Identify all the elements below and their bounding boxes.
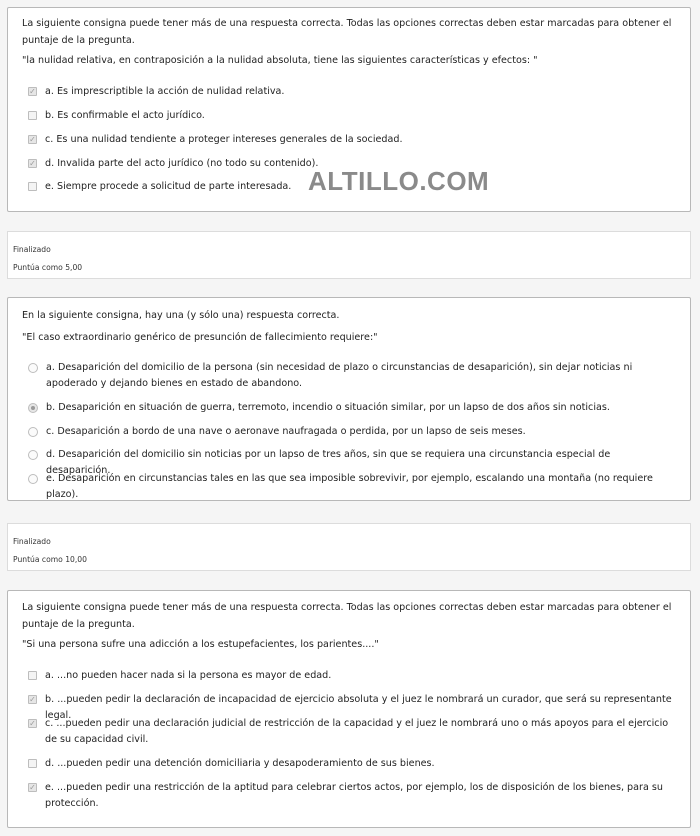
question-state: Finalizado [13,537,51,546]
checkbox-icon[interactable] [28,759,37,768]
question-3-prompt: La siguiente consigna puede tener más de una respuesta correcta. Todas las opciones correctas deben estar marcadas para obtener el puntaje de la pregunta. [22,602,672,630]
question-2-info [7,523,691,571]
question-3-option-d[interactable] [28,756,676,772]
option-label: b. ...pueden pedir la declaración de incapacidad de ejercicio absoluta y el juez le nombrará un curador, que será su representante legal. [45,694,672,721]
checkbox-checked-icon[interactable]: ✓ [29,783,36,792]
option-label: b. Es confirmable el acto jurídico. [45,110,205,121]
checkbox-checked-icon[interactable]: ✓ [29,87,36,96]
option-label: c. Desaparición a bordo de una nave o aeronave naufragada o perdida, por un lapso de seis meses. [46,426,526,437]
radio-icon[interactable] [28,474,38,484]
question-2-option-b[interactable] [28,400,676,416]
option-label: c. ...pueden pedir una declaración judicial de restricción de la capacidad y el juez le nombrará uno o más apoyos para el ejercicio de su capacidad civil. [45,718,669,745]
question-3-option-a[interactable] [28,668,676,684]
question-2-prompt: En la siguiente consigna, hay una (y sólo una) respuesta correcta. [22,310,340,321]
question-1-stem: "la nulidad relativa, en contraposición a la nulidad absoluta, tiene las siguientes características y efectos: " [22,55,538,66]
question-state: Finalizado [13,245,51,254]
question-2-option-a[interactable] [28,360,676,392]
option-label: d. Invalida parte del acto jurídico (no todo su contenido). [45,158,319,169]
radio-icon[interactable] [28,363,38,373]
question-1-option-c[interactable] [28,132,676,148]
radio-icon[interactable] [28,450,38,460]
option-label: a. Desaparición del domicilio de la persona (sin necesidad de plazo o circunstancias de desaparición), sin dejar noticias ni apoderado y dejando bienes en estado de abandono. [46,362,633,389]
radio-icon[interactable] [28,427,38,437]
question-3-card [7,590,691,828]
question-3-option-e[interactable] [28,780,676,812]
checkbox-icon[interactable] [28,671,37,680]
question-2-option-c[interactable] [28,424,676,440]
option-label: d. Desaparición del domicilio sin noticias por un lapso de tres años, sin que se requiera una circunstancia especial de desaparición. [46,449,611,476]
question-1-option-a[interactable] [28,84,676,100]
question-1-info [7,231,691,279]
question-1-option-b[interactable] [28,108,676,124]
option-label: a. Es imprescriptible la acción de nulidad relativa. [45,86,285,97]
checkbox-checked-icon[interactable]: ✓ [29,159,36,168]
question-1-prompt: La siguiente consigna puede tener más de una respuesta correcta. Todas las opciones correctas deben estar marcadas para obtener el puntaje de la pregunta. [22,18,672,46]
question-3-stem: "Si una persona sufre una adicción a los estupefacientes, los parientes...." [22,639,379,650]
checkbox-checked-icon[interactable]: ✓ [29,719,36,728]
option-label: e. ...pueden pedir una restricción de la aptitud para celebrar ciertos actos, por ejemplo, los de disposición de los bienes, para su protección. [45,782,663,809]
checkbox-icon[interactable] [28,111,37,120]
checkbox-checked-icon[interactable]: ✓ [29,135,36,144]
checkbox-icon[interactable] [28,182,37,191]
radio-selected-icon[interactable] [28,403,38,413]
question-3-option-c[interactable] [28,716,676,748]
question-grade: Puntúa como 10,00 [13,555,87,564]
option-label: a. ...no pueden hacer nada si la persona es mayor de edad. [45,670,332,681]
question-grade: Puntúa como 5,00 [13,263,83,272]
checkbox-checked-icon[interactable]: ✓ [29,695,36,704]
option-label: e. Siempre procede a solicitud de parte interesada. [45,181,292,192]
question-2-stem: "El caso extraordinario genérico de presunción de fallecimiento requiere:" [22,332,378,343]
option-label: c. Es una nulidad tendiente a proteger intereses generales de la sociedad. [45,134,403,145]
option-label: e. Desaparición en circunstancias tales en las que sea imposible sobrevivir, por ejemplo, escalando una montaña (no requiere plazo). [46,473,653,500]
question-2-card [7,297,691,501]
option-label: b. Desaparición en situación de guerra, terremoto, incendio o situación similar, por un lapso de dos años sin noticias. [46,402,610,413]
question-2-option-e[interactable] [28,471,676,503]
watermark: ALTILLO.COM [308,166,490,196]
option-label: d. ...pueden pedir una detención domiciliaria y desapoderamiento de sus bienes. [45,758,435,769]
